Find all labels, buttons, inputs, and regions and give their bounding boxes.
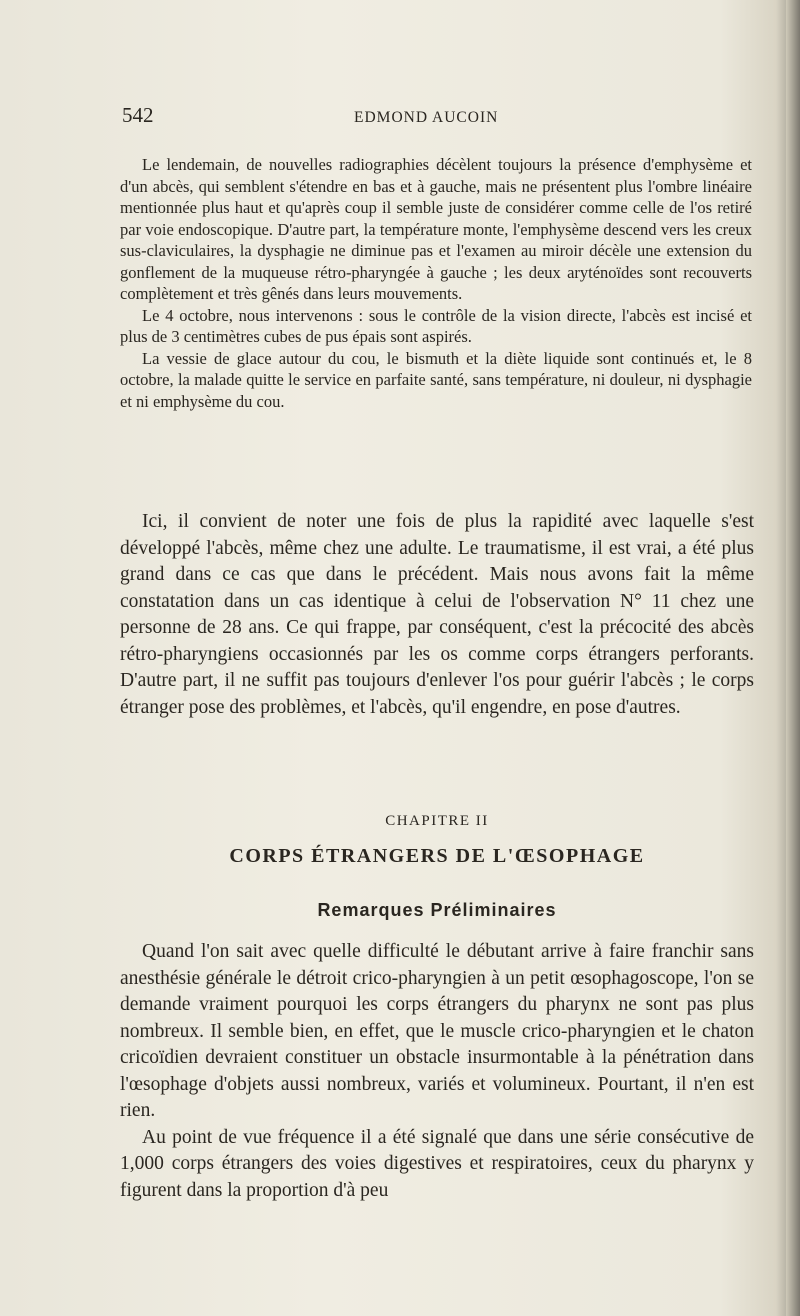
- commentary-paragraph: Ici, il convient de noter une fois de plus la rapidité avec laquelle s'est développé l'abcès, même chez une adulte. Le traumatisme, il est vrai, a été plus grand dans ce cas que dans le précédent. Mais nous avons fait la même constatation dans un cas identique à celui de l'observation N° 11 chez une personne de 28 ans. Ce qui frappe, par conséquent, c'est la précocité des abcès rétro-pharyngiens occasionnés par les os comme corps étrangers perforants. D'autre part, il ne suffit pas toujours d'enlever l'os pour guérir l'abcès ; le corps étranger pose des problèmes, et l'abcès, qu'il engendre, en pose d'autres.: [120, 511, 754, 718]
- section-paragraph: Au point de vue fréquence il a été signalé que dans une série consécutive de 1,000 corps étrangers des voies digestives et respiratoires, ceux du pharynx y figurent dans la proportion d'à peu: [120, 1126, 754, 1201]
- section-subtitle: Remarques Préliminaires: [317, 900, 557, 920]
- case-notes: [120, 154, 752, 412]
- page-edge-shadow: [786, 0, 800, 1316]
- case-paragraph: Le 4 octobre, nous intervenons : sous le contrôle de la vision directe, l'abcès est incisé et plus de 3 centimètres cubes de pus épais sont aspirés.: [120, 305, 752, 346]
- chapter-label: CHAPITRE II: [385, 813, 489, 829]
- commentary: [120, 509, 754, 721]
- running-head: EDMOND AUCOIN: [354, 109, 499, 126]
- case-paragraph: La vessie de glace autour du cou, le bismuth et la diète liquide sont continués et, le 8 octobre, la malade quitte le service en parfaite santé, sans température, ni douleur, ni dysphagie et ni emphysème du cou.: [120, 348, 752, 411]
- case-paragraph: Le lendemain, de nouvelles radiographies décèlent toujours la présence d'emphysème et d'un abcès, qui semblent s'étendre en bas et à gauche, mais ne présentent plus l'ombre linéaire mentionnée plus haut et qu'après coup il semble juste de considérer comme celle de l'os retiré par voie endoscopique. D'autre part, la température monte, l'emphysème descend vers les creux sus-claviculaires, la dysphagie ne diminue pas et l'examen au miroir décèle une extension du gonflement de la muqueuse rétro-pharyngée à gauche ; les deux aryténoïdes sont recouverts complètement et très gênés dans leurs mouvements.: [120, 155, 752, 303]
- section-body: [120, 939, 754, 1204]
- chapter-title: CORPS ÉTRANGERS DE L'ŒSOPHAGE: [229, 845, 645, 867]
- page-header: [122, 103, 752, 133]
- page-number: 542: [122, 103, 154, 127]
- section-paragraph: Quand l'on sait avec quelle difficulté le débutant arrive à faire franchir sans anesthésie générale le détroit crico-pharyngien à un petit œsophagoscope, l'on se demande vraiment pourquoi les corps étrangers du pharynx ne sont pas plus nombreux. Il semble bien, en effet, que le muscle crico-pharyngien et le chaton cricoïdien devraient constituer un obstacle insurmontable à la pénétration dans l'œsophage d'objets aussi nombreux, variés et volumineux. Pourtant, il n'en est rien.: [120, 941, 754, 1121]
